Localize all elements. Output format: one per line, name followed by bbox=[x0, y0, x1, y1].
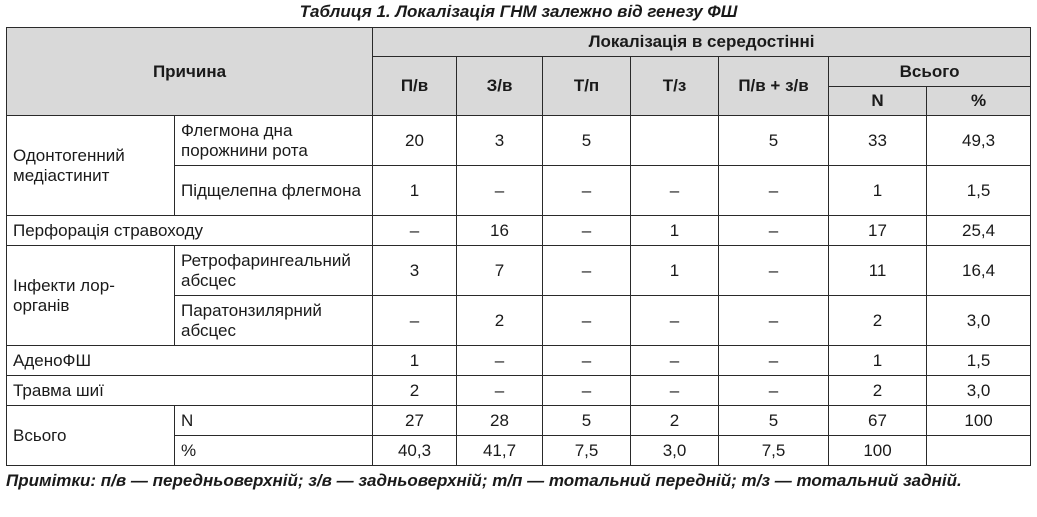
table-cell: – bbox=[543, 346, 631, 376]
table-cell: 2 bbox=[457, 296, 543, 346]
table-cell: 1 bbox=[373, 346, 457, 376]
table-cell: 5 bbox=[543, 406, 631, 436]
table-cell: 5 bbox=[719, 116, 829, 166]
table-cell: – bbox=[719, 216, 829, 246]
header-total-pct: % bbox=[927, 87, 1031, 116]
table-cell: – bbox=[631, 296, 719, 346]
header-total: Всього bbox=[829, 57, 1031, 87]
table-cell: 41,7 bbox=[457, 436, 543, 466]
table-cell bbox=[631, 116, 719, 166]
table-cell: 7,5 bbox=[543, 436, 631, 466]
table-cell: 27 bbox=[373, 406, 457, 436]
row-submandibular-label: Підщелепна флегмона bbox=[175, 166, 373, 216]
row-total-n-label: N bbox=[175, 406, 373, 436]
table-cell: 1 bbox=[631, 216, 719, 246]
header-col-tz: Т/з bbox=[631, 57, 719, 116]
row-paratonsillar-label: Паратонзилярний абсцес bbox=[175, 296, 373, 346]
table-row bbox=[7, 406, 1031, 436]
row-esophagus-label: Перфорація стравоходу bbox=[7, 216, 373, 246]
table-cell: – bbox=[373, 216, 457, 246]
table-cell: – bbox=[373, 296, 457, 346]
table-cell: 5 bbox=[719, 406, 829, 436]
table-cell: 7,5 bbox=[719, 436, 829, 466]
table-cell: 3,0 bbox=[631, 436, 719, 466]
table-cell: 3 bbox=[373, 246, 457, 296]
table-cell: 67 bbox=[829, 406, 927, 436]
row-trauma-label: Травма шиї bbox=[7, 376, 373, 406]
table-cell: 3,0 bbox=[927, 376, 1031, 406]
table-cell: 100 bbox=[829, 436, 927, 466]
table-cell: 11 bbox=[829, 246, 927, 296]
localization-table bbox=[6, 27, 1031, 466]
table-cell: 1,5 bbox=[927, 346, 1031, 376]
header-col-pv-zv: П/в + з/в bbox=[719, 57, 829, 116]
table-cell: – bbox=[719, 166, 829, 216]
row-adeno-label: АденоФШ bbox=[7, 346, 373, 376]
header-col-pv: П/в bbox=[373, 57, 457, 116]
table-caption: Таблиця 1. Локалізація ГНМ залежно від генезу ФШ bbox=[299, 2, 738, 21]
table-row bbox=[7, 376, 1031, 406]
table-cell: 33 bbox=[829, 116, 927, 166]
table-cell: 5 bbox=[543, 116, 631, 166]
row-phlegmon-floor-label: Флегмона дна порожнини рота bbox=[175, 116, 373, 166]
table-cell: – bbox=[543, 246, 631, 296]
table-cell: 17 bbox=[829, 216, 927, 246]
header-total-n: N bbox=[829, 87, 927, 116]
row-total-pct-label: % bbox=[175, 436, 373, 466]
table-cell: 2 bbox=[631, 406, 719, 436]
table-cell: 28 bbox=[457, 406, 543, 436]
table-cell: 2 bbox=[829, 296, 927, 346]
table-row bbox=[7, 246, 1031, 296]
header-cause: Причина bbox=[7, 28, 373, 116]
table-row bbox=[7, 346, 1031, 376]
table-cell: 100 bbox=[927, 406, 1031, 436]
row-odontogenic-label: Одонтогенний медіастинит bbox=[7, 116, 175, 216]
row-ent-label: Інфекти лор-органів bbox=[7, 246, 175, 346]
table-cell: 49,3 bbox=[927, 116, 1031, 166]
table-cell: – bbox=[543, 376, 631, 406]
table-cell: 2 bbox=[373, 376, 457, 406]
table-cell: – bbox=[719, 376, 829, 406]
header-col-zv: З/в bbox=[457, 57, 543, 116]
row-retropharyngeal-label: Ретрофарингеальний абсцес bbox=[175, 246, 373, 296]
header-col-tp: Т/п bbox=[543, 57, 631, 116]
table-row bbox=[7, 116, 1031, 166]
header-localization: Локалізація в середостінні bbox=[373, 28, 1031, 57]
table-cell: – bbox=[543, 296, 631, 346]
table-cell: 1 bbox=[631, 246, 719, 296]
table-cell: 1 bbox=[373, 166, 457, 216]
table-cell: – bbox=[631, 376, 719, 406]
table-cell: 1 bbox=[829, 346, 927, 376]
table-cell: – bbox=[631, 346, 719, 376]
table-cell: – bbox=[457, 346, 543, 376]
table-cell: – bbox=[719, 296, 829, 346]
table-cell: – bbox=[719, 246, 829, 296]
table-cell: – bbox=[631, 166, 719, 216]
table-cell: – bbox=[543, 166, 631, 216]
row-total-label: Всього bbox=[7, 406, 175, 466]
table-cell: 16,4 bbox=[927, 246, 1031, 296]
table-cell: 3 bbox=[457, 116, 543, 166]
table-cell: 1,5 bbox=[927, 166, 1031, 216]
table-cell: 40,3 bbox=[373, 436, 457, 466]
table-row bbox=[7, 216, 1031, 246]
table-cell bbox=[927, 436, 1031, 466]
table-cell: 2 bbox=[829, 376, 927, 406]
table-cell: – bbox=[457, 376, 543, 406]
table-cell: 3,0 bbox=[927, 296, 1031, 346]
table-cell: 25,4 bbox=[927, 216, 1031, 246]
table-cell: 20 bbox=[373, 116, 457, 166]
table-cell: – bbox=[457, 166, 543, 216]
table-cell: 16 bbox=[457, 216, 543, 246]
table-footnote: Примітки: п/в — передньоверхній; з/в — задньоверхній; т/п — тотальний передній; т/з — тотальний задній. bbox=[6, 471, 962, 490]
table-cell: 7 bbox=[457, 246, 543, 296]
table-cell: – bbox=[719, 346, 829, 376]
table-cell: – bbox=[543, 216, 631, 246]
table-cell: 1 bbox=[829, 166, 927, 216]
